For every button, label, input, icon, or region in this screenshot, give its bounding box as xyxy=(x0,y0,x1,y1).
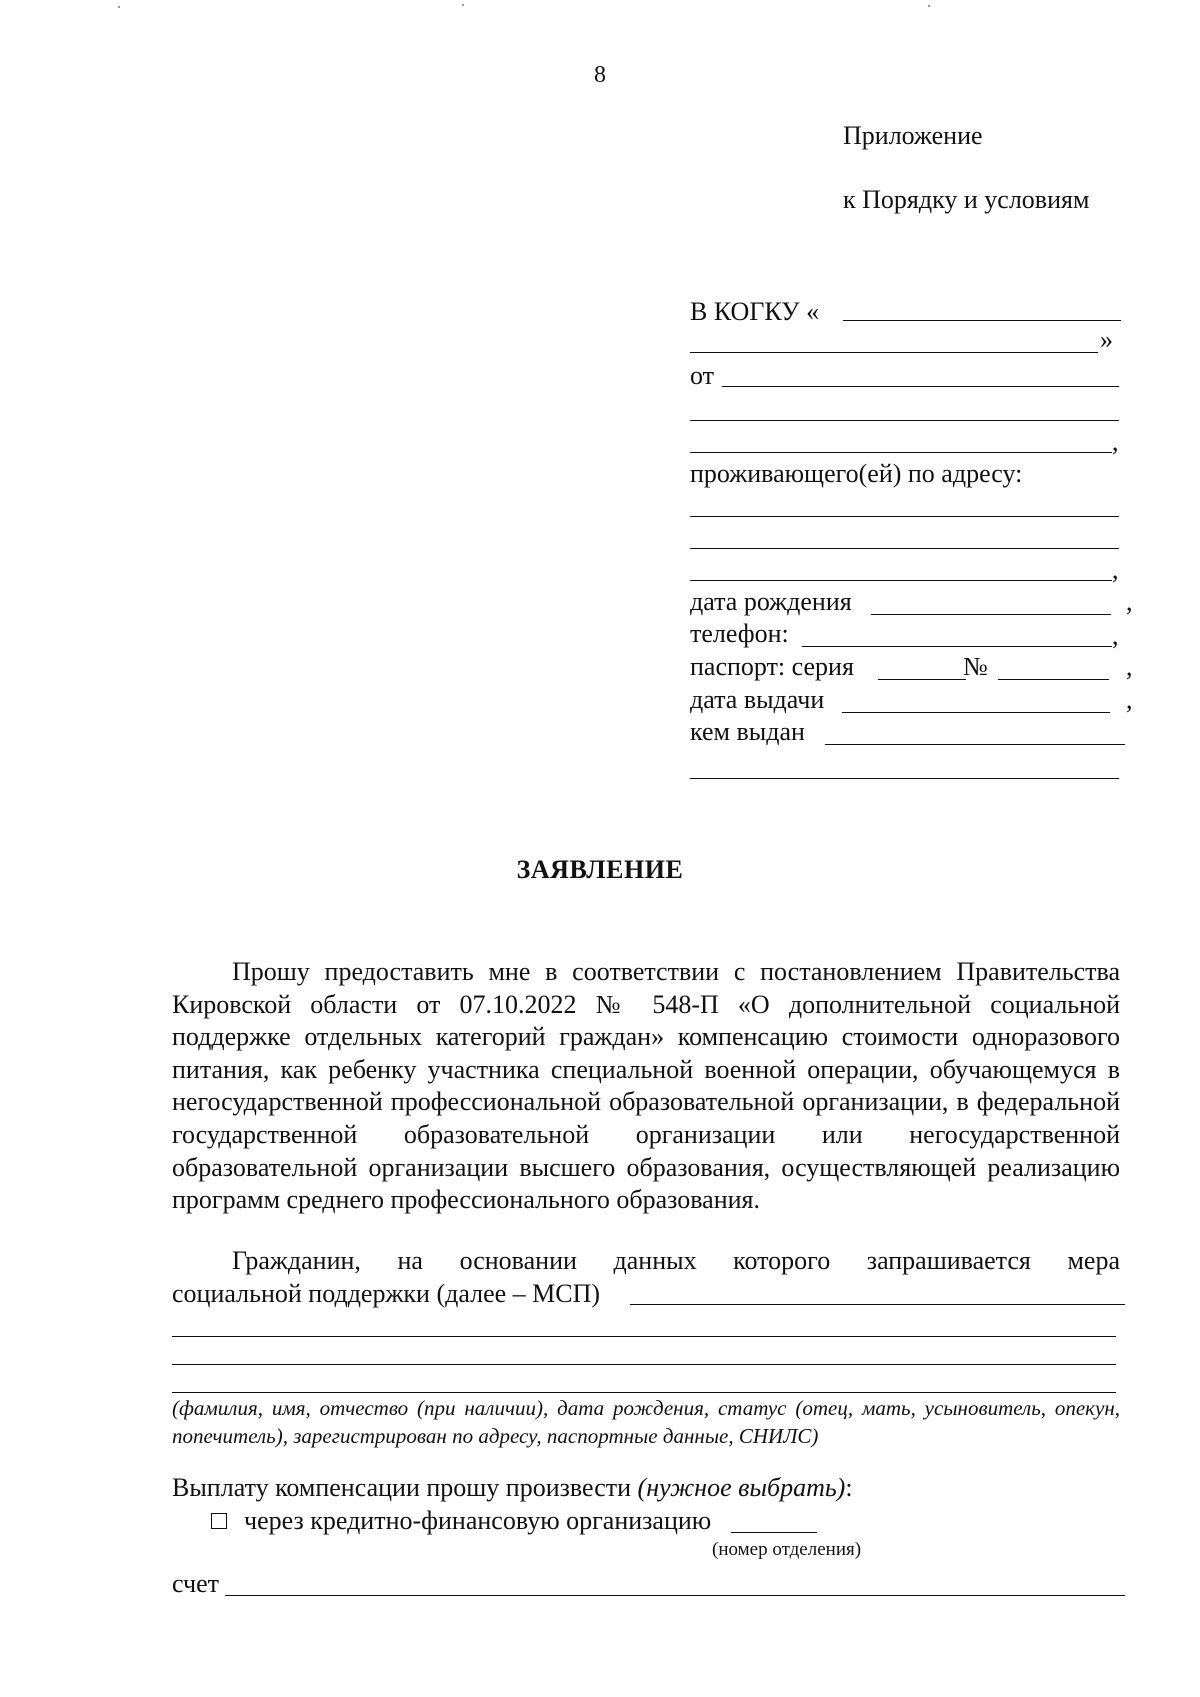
address-field-3[interactable] xyxy=(690,580,1112,581)
branch-number-caption: (номер отделения) xyxy=(712,1539,862,1560)
scan-artifact xyxy=(118,6,120,8)
page-number: 8 xyxy=(594,62,606,88)
address-field-1[interactable] xyxy=(690,516,1119,517)
account-field[interactable] xyxy=(225,1595,1125,1596)
number-sign: № xyxy=(963,652,988,681)
document-title: ЗАЯВЛЕНИЕ xyxy=(516,855,684,884)
issue-date-label: дата выдачи xyxy=(690,685,825,714)
passport-number-field[interactable] xyxy=(998,679,1109,680)
payment-colon: : xyxy=(845,1473,853,1502)
scan-artifact xyxy=(462,4,464,6)
account-label: счет xyxy=(172,1569,219,1598)
agency-name-field[interactable] xyxy=(843,320,1121,321)
passport-series-field[interactable] xyxy=(878,679,966,680)
issued-by-field[interactable] xyxy=(825,744,1125,745)
close-quote: » xyxy=(1100,325,1113,354)
citizen-data-field-2[interactable] xyxy=(172,1336,1116,1337)
comma: , xyxy=(1112,427,1119,456)
citizen-line: Гражданин, на основании данных которого запрашивается мера xyxy=(232,1246,1120,1275)
birth-date-label: дата рождения xyxy=(690,587,852,616)
phone-label: телефон: xyxy=(690,619,789,648)
payment-hint: (нужное выбрать) xyxy=(637,1473,846,1502)
appendix-title: Приложение xyxy=(843,121,983,150)
appendix-subtitle: к Порядку и условиям xyxy=(843,185,1090,214)
comma: , xyxy=(1126,587,1133,616)
issued-by-field-2[interactable] xyxy=(690,778,1119,779)
issue-date-field[interactable] xyxy=(842,712,1110,713)
comma: , xyxy=(1112,621,1119,650)
birth-date-field[interactable] xyxy=(871,614,1111,615)
applicant-name-field[interactable] xyxy=(722,386,1119,387)
payment-label-text: Выплату компенсации прошу произвести xyxy=(172,1473,632,1502)
passport-series-label: паспорт: серия xyxy=(690,652,854,681)
bank-option-checkbox[interactable] xyxy=(211,1513,227,1529)
citizen-data-field-3[interactable] xyxy=(172,1364,1116,1365)
scan-artifact xyxy=(928,5,930,7)
phone-field[interactable] xyxy=(802,646,1112,647)
citizen-data-field[interactable] xyxy=(630,1304,1125,1305)
comma: , xyxy=(1126,652,1133,681)
to-label: В КОГКУ « xyxy=(690,297,820,326)
citizen-data-caption: (фамилия, имя, отчество (при наличии), дата рождения, статус (отец, мать, усыновитель, опекун, попечитель), зарегистрирован по адресу, паспортные данные, СНИЛС) xyxy=(172,1396,1120,1448)
citizen-data-field-4[interactable] xyxy=(172,1392,1116,1393)
applicant-name-field-2[interactable] xyxy=(690,420,1119,421)
payment-label xyxy=(172,1472,853,1504)
bank-option-label: через кредитно-финансовую организацию xyxy=(244,1506,712,1535)
applicant-name-field-3[interactable] xyxy=(690,452,1112,453)
comma: , xyxy=(1126,685,1133,714)
address-field-2[interactable] xyxy=(690,548,1119,549)
request-paragraph: Прошу предоставить мне в соответствии с постановлением Правительства Кировской области от 07.10.2022 № 548-П «О дополнительной социальной поддержке отдельных категорий граждан» компенсацию стоимости одноразового питания, как ребенку участника специальной военной операции, обучающемуся в негосударственной профессиональной образовательной организации, в федеральной государственной образовательной организации или негосударственной образовательной организации высшего образования, осуществляющей реализацию программ среднего профессионального образования. xyxy=(172,957,1120,1215)
msp-label: социальной поддержки (далее – МСП) xyxy=(172,1279,601,1308)
address-label: проживающего(ей) по адресу: xyxy=(690,459,1023,488)
from-label: от xyxy=(690,361,715,390)
comma: , xyxy=(1112,555,1119,584)
branch-number-field[interactable] xyxy=(731,1532,817,1533)
issued-by-label: кем выдан xyxy=(690,717,805,746)
agency-name-field-cont[interactable] xyxy=(690,352,1098,353)
